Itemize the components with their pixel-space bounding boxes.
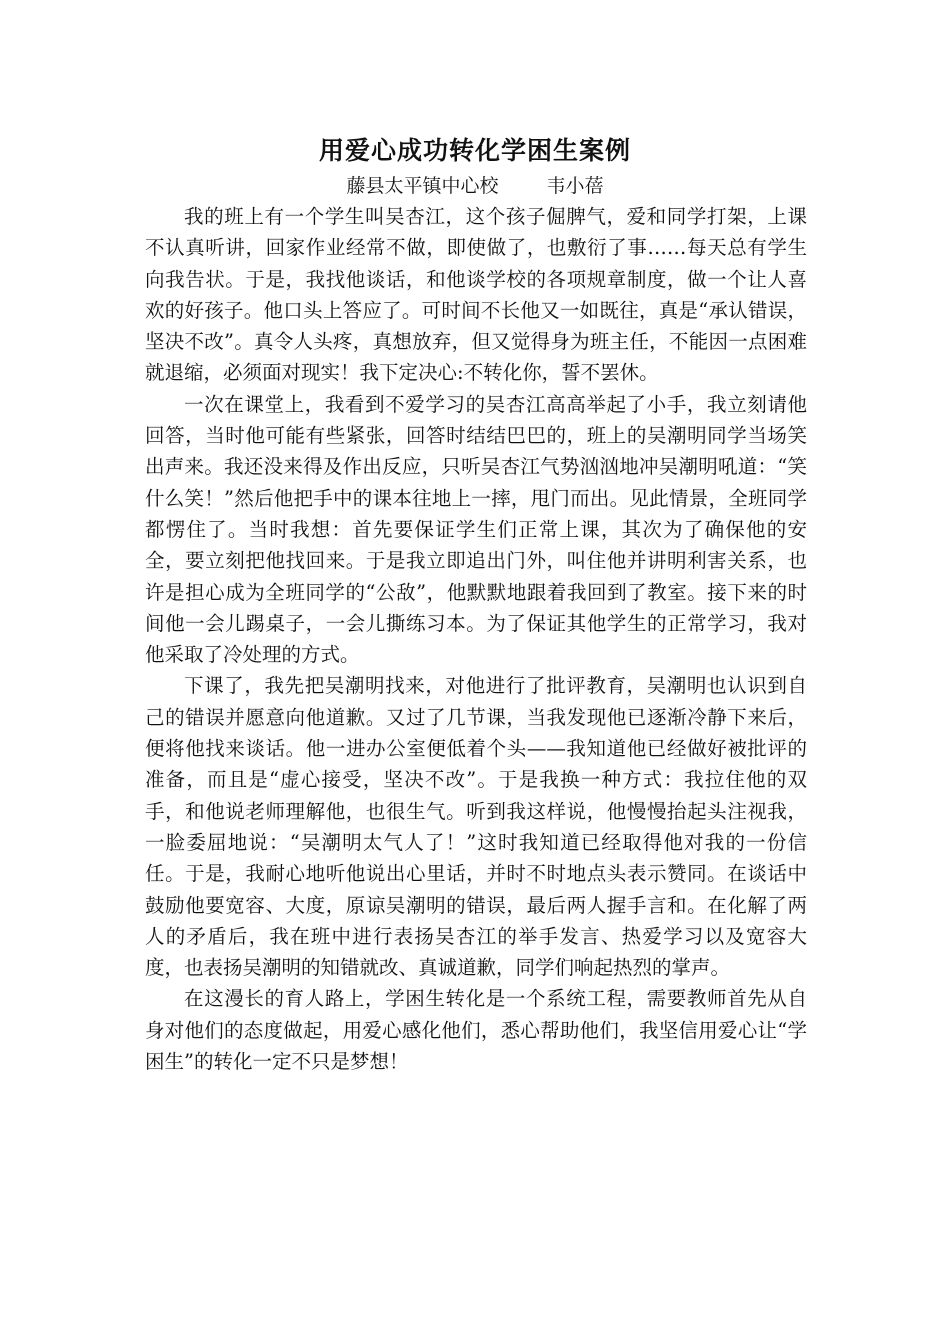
school-name: 藤县太平镇中心校 [346,175,499,197]
document-title: 用爱心成功转化学困生案例 [318,136,631,165]
byline [145,172,805,200]
paragraph-1: 我的班上有一个学生叫吴杏江，这个孩子倔脾气，爱和同学打架，上课不认真听讲，回家作业经常不做，即使做了，也敷衍了事……每天总有学生向我告状。于是，我找他谈话，和他谈学校的各项规章制度，做一个让人喜欢的好孩子。他口头上答应了。可时间不长他又一如既往，真是“承认错误，坚决不改”。真令人头疼，真想放弃，但又觉得身为班主任，不能因一点困难就退缩，必须面对现实！我下定决心:不转化你，誓不罢休。 [145,205,807,385]
author-name: 韦小蓓 [546,175,604,197]
document-body [145,201,807,1077]
paragraph-4: 在这漫长的育人路上，学困生转化是一个系统工程，需要教师首先从自身对他们的态度做起，用爱心感化他们，悉心帮助他们，我坚信用爱心让“学困生”的转化一定不只是梦想！ [145,987,807,1074]
paragraph-2: 一次在课堂上，我看到不爱学习的吴杏江高高举起了小手，我立刻请他回答，当时他可能有些紧张，回答时结结巴巴的，班上的吴潮明同学当场笑出声来。我还没来得及作出反应，只听吴杏江气势汹汹地冲吴潮明吼道：“笑什么笑！”然后他把手中的课本往地上一摔，甩门而出。见此情景，全班同学都愣住了。当时我想：首先要保证学生们正常上课，其次为了确保他的安全，要立刻把他找回来。于是我立即追出门外，叫住他并讲明利害关系，也许是担心成为全班同学的“公敌”，他默默地跟着我回到了教室。接下来的时间他一会儿踢桌子，一会儿撕练习本。为了保证其他学生的正常学习，我对他采取了冷处理的方式。 [145,392,807,667]
paragraph-3: 下课了，我先把吴潮明找来，对他进行了批评教育，吴潮明也认识到自己的错误并愿意向他道歉。又过了几节课，当我发现他已逐渐冷静下来后，便将他找来谈话。他一进办公室便低着个头——我知道他已经做好被批评的准备，而且是“虚心接受，坚决不改”。于是我换一种方式：我拉住他的双手，和他说老师理解他，也很生气。听到我这样说，他慢慢抬起头注视我，一脸委屈地说：“吴潮明太气人了！”这时我知道已经取得他对我的一份信任。于是，我耐心地听他说出心里话，并时不时地点头表示赞同。在谈话中鼓励他要宽容、大度，原谅吴潮明的错误，最后两人握手言和。在化解了两人的矛盾后，我在班中进行表扬吴杏江的举手发言、热爱学习以及宽容大度，也表扬吴潮明的知错就改、真诚道歉，同学们响起热烈的掌声。 [145,674,807,980]
